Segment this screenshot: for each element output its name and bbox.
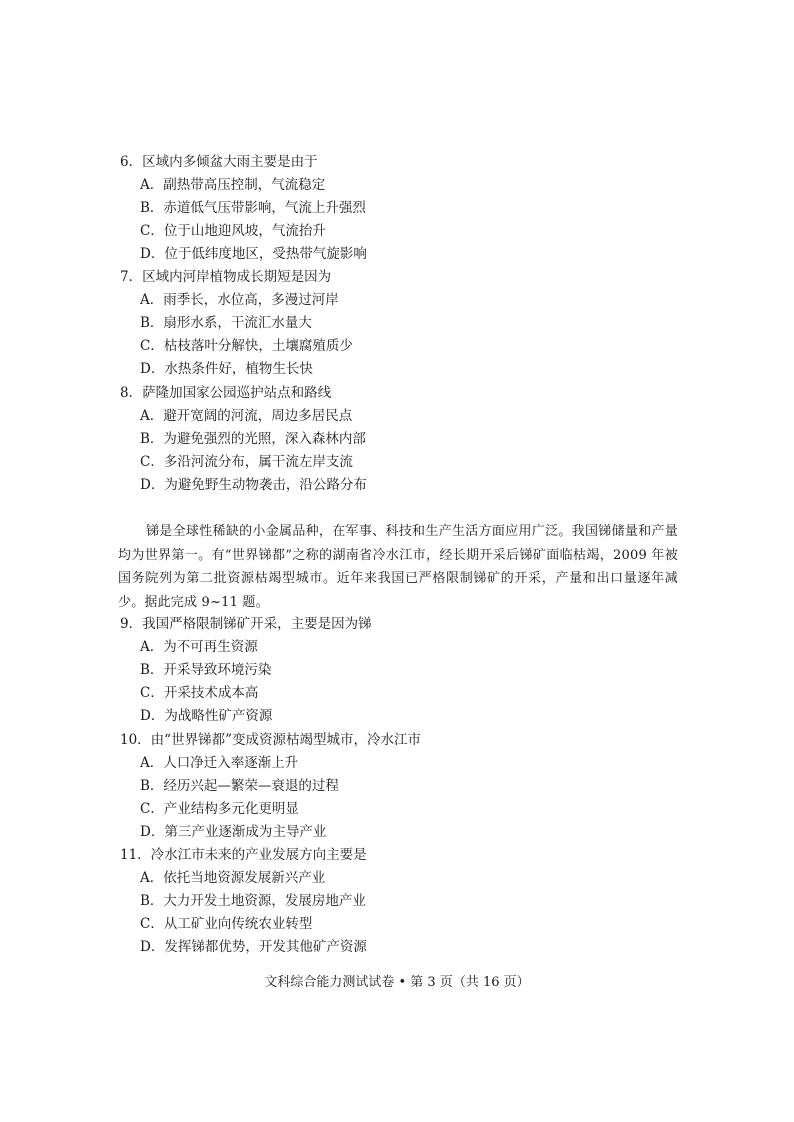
question-7-option-c: C．枯枝落叶分解快，土壤腐殖质少 [140, 338, 353, 354]
question-8-stem: 8．萨隆加国家公园巡护站点和路线 [120, 385, 332, 401]
question-10-option-b: B．经历兴起—繁荣—衰退的过程 [140, 778, 339, 794]
question-10-stem: 10．由“世界锑都”变成资源枯竭型城市，冷水江市 [120, 732, 421, 748]
question-6-option-d: D．位于低纬度地区，受热带气旋影响 [140, 246, 367, 262]
question-6-option-b: B．赤道低气压带影响，气流上升强烈 [140, 200, 366, 216]
question-9-stem: 9．我国严格限制锑矿开采，主要是因为锑 [120, 616, 372, 632]
reading-passage: 锑是全球性稀缺的小金属品种，在军事、科技和生产生活方面应用广泛。我国锑储量和产量均为世界第一。有“世界锑都”之称的湖南省冷水江市，经长期开采后锑矿面临枯竭，2009 年被国务院列为第二批资源枯竭型城市。近年来我国已严格限制锑矿的开采，产量和出口量逐年减少。据此完成 9~11 题。 [118, 524, 678, 610]
question-7-option-b: B．扇形水系，干流汇水量大 [140, 315, 312, 331]
question-9-option-a: A．为不可再生资源 [140, 639, 258, 655]
question-10-option-c: C．产业结构多元化更明显 [140, 801, 299, 817]
question-6-option-c: C．位于山地迎风坡，气流抬升 [140, 223, 326, 239]
question-7-option-a: A．雨季长，水位高，多漫过河岸 [140, 292, 339, 308]
page-footer: 文科综合能力测试试卷 • 第 3 页（共 16 页） [264, 975, 530, 990]
question-10-option-a: A．人口净迁入率逐渐上升 [140, 755, 299, 771]
question-8-option-b: B．为避免强烈的光照，深入森林内部 [140, 431, 366, 447]
question-11-option-d: D．发挥锑都优势，开发其他矿产资源 [140, 939, 367, 955]
question-11-option-a: A．依托当地资源发展新兴产业 [140, 870, 326, 886]
question-8-option-c: C．多沿河流分布，属干流左岸支流 [140, 454, 353, 470]
question-11-option-c: C．从工矿业向传统农业转型 [140, 916, 313, 932]
question-11-option-b: B．大力开发土地资源，发展房地产业 [140, 893, 366, 909]
question-6-stem: 6．区域内多倾盆大雨主要是由于 [120, 154, 318, 170]
question-8-option-d: D．为避免野生动物袭击，沿公路分布 [140, 477, 367, 493]
question-11-stem: 11．冷水江市未来的产业发展方向主要是 [120, 847, 367, 863]
question-9-option-d: D．为战略性矿产资源 [140, 708, 273, 724]
question-9-option-b: B．开采导致环境污染 [140, 662, 272, 678]
question-9-option-c: C．开采技术成本高 [140, 685, 259, 701]
question-7-option-d: D．水热条件好，植物生长快 [140, 361, 313, 377]
question-7-stem: 7．区域内河岸植物成长期短是因为 [120, 269, 332, 285]
question-6-option-a: A．副热带高压控制，气流稳定 [140, 177, 326, 193]
question-8-option-a: A．避开宽阔的河流，周边多居民点 [140, 408, 353, 424]
question-10-option-d: D．第三产业逐渐成为主导产业 [140, 824, 327, 840]
